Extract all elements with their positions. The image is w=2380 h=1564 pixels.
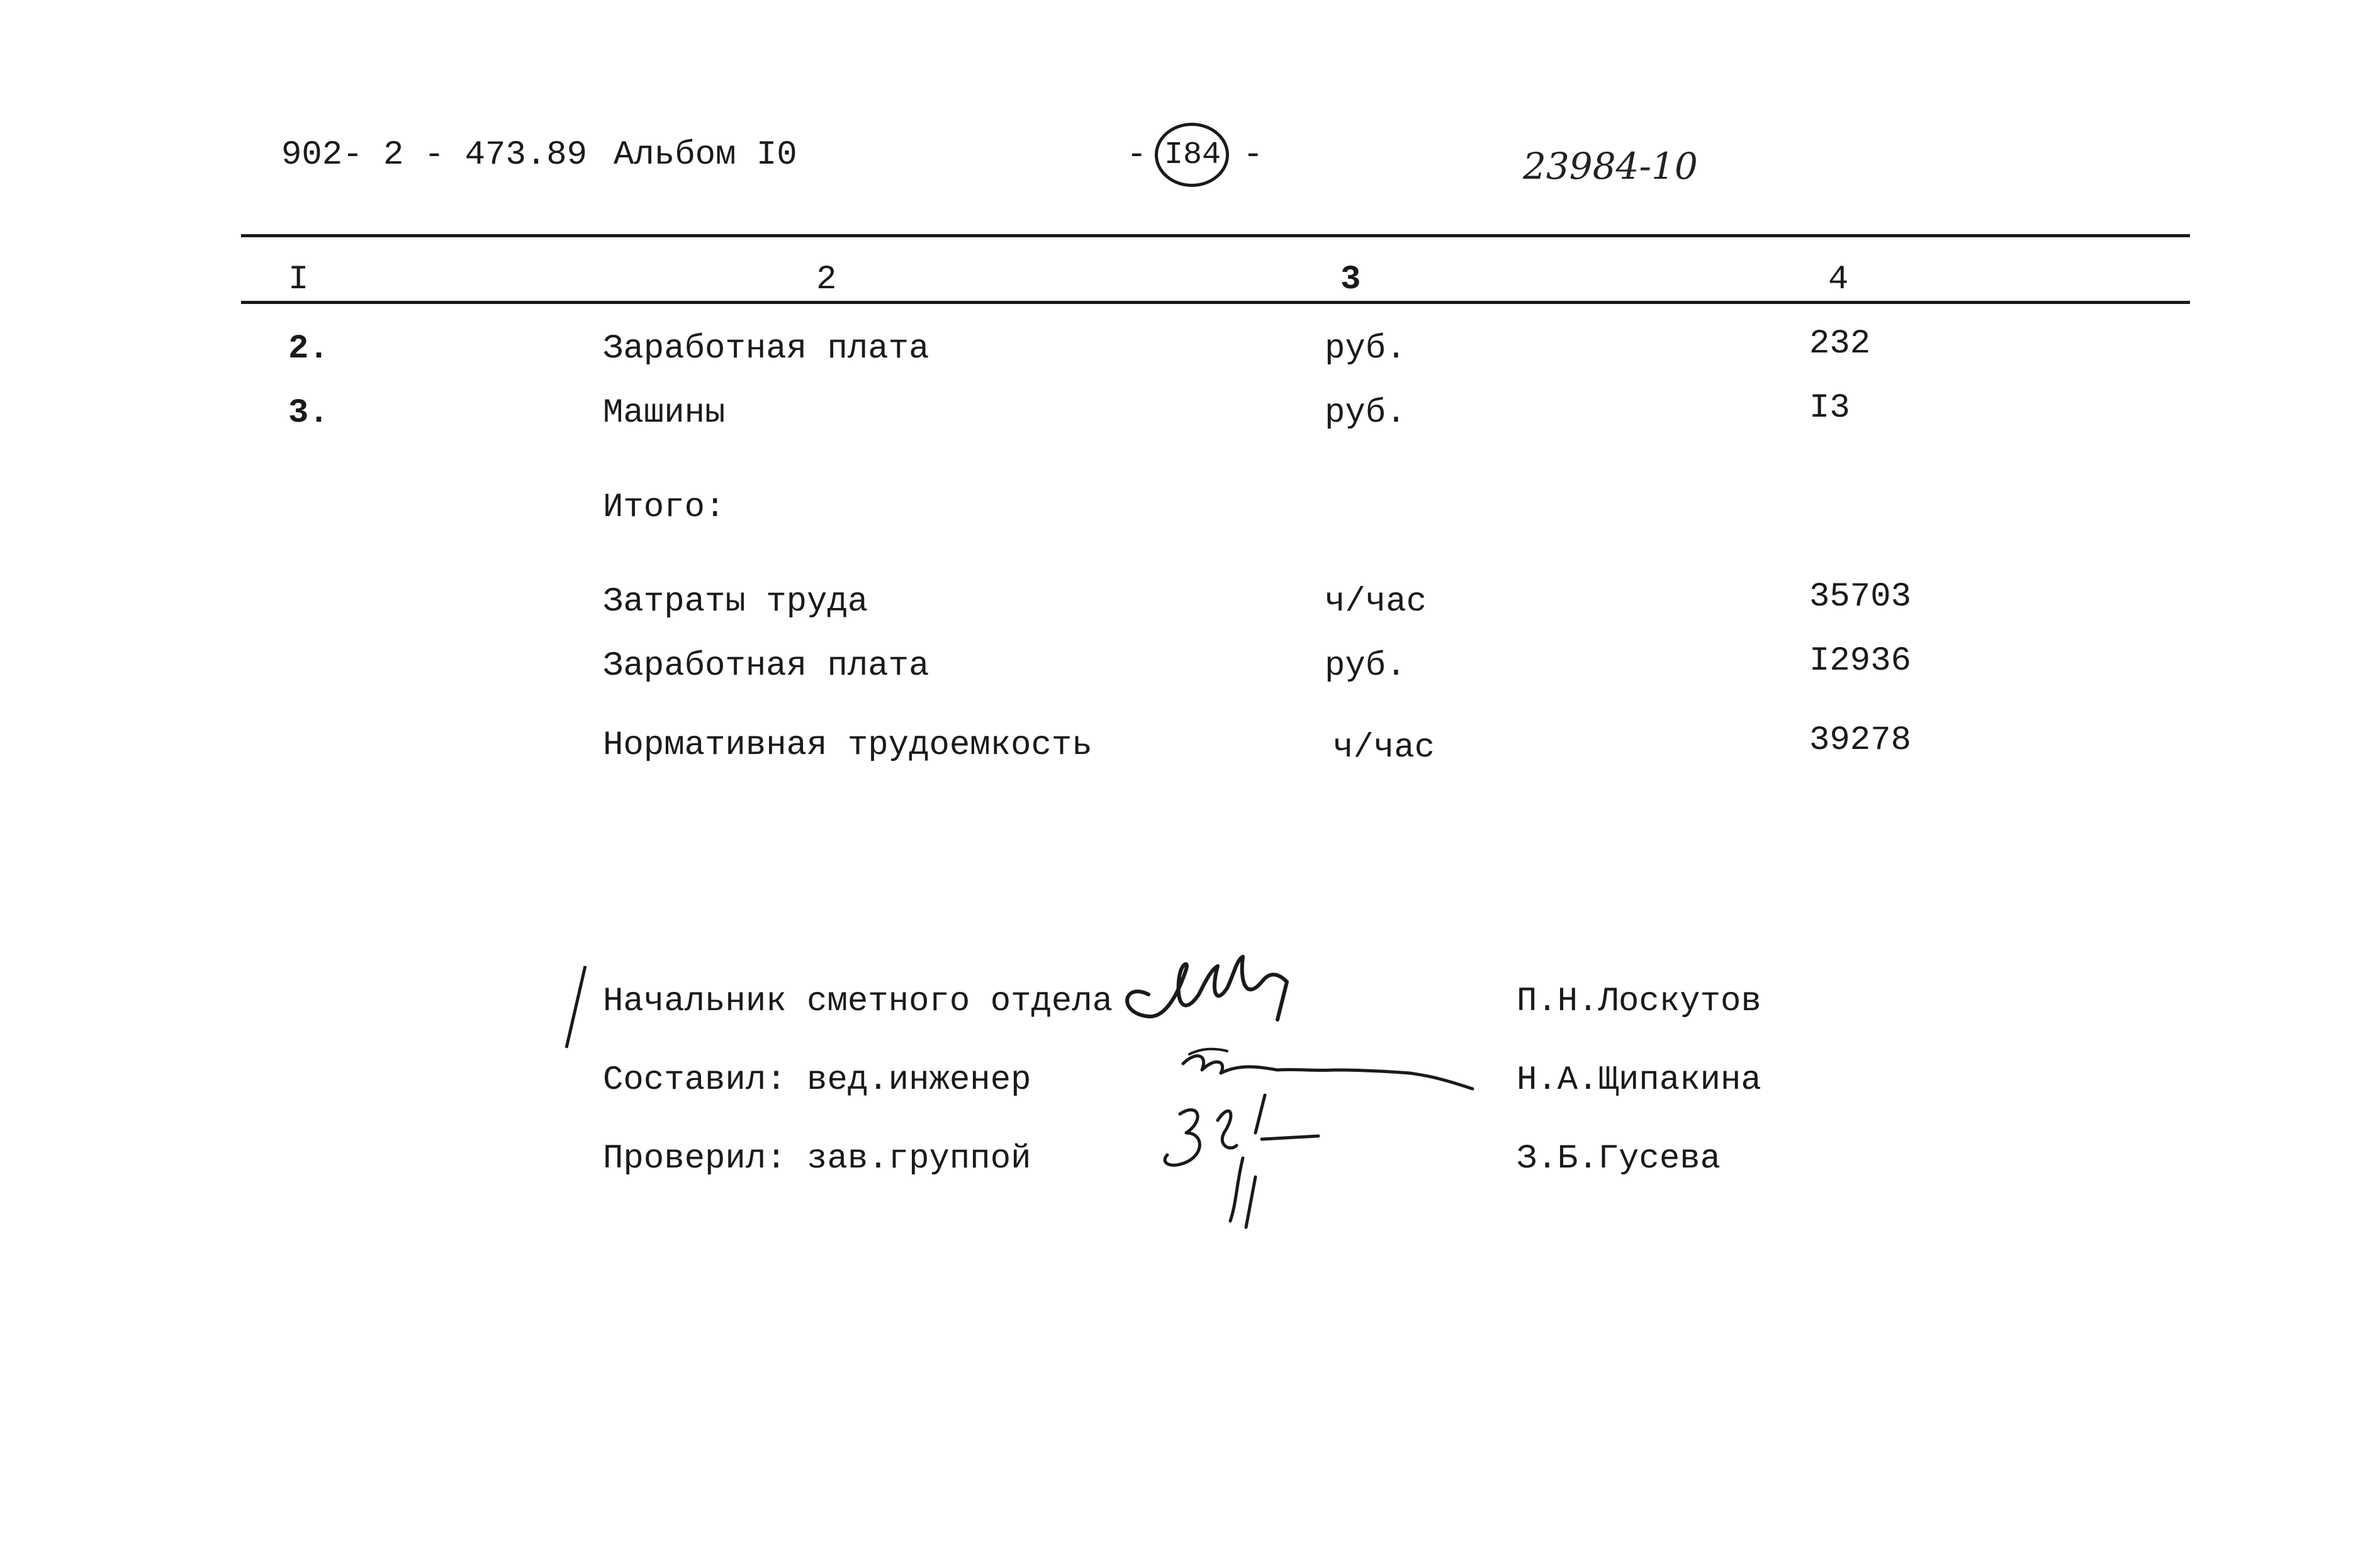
column-header-2: 2: [816, 261, 837, 299]
column-header-1: I: [288, 261, 309, 299]
subtotal-label: Итого:: [603, 488, 726, 527]
document-code: 902- 2 - 473.89: [281, 136, 588, 174]
table-row-name: Машины: [603, 394, 726, 432]
total-row-unit: руб.: [1325, 647, 1406, 685]
table-row-name: Заработная плата: [603, 330, 929, 368]
table-row-num: 3.: [288, 394, 329, 432]
total-row-value: 35703: [1809, 578, 1912, 616]
total-row-value: I2936: [1809, 642, 1912, 680]
total-row-name: Затраты труда: [603, 583, 868, 621]
total-row-name: Нормативная трудоемкость: [603, 726, 1092, 765]
signature-role: Проверил: зав.группой: [603, 1140, 1031, 1178]
table-row-value: 232: [1809, 325, 1871, 363]
table-row-value: I3: [1809, 389, 1850, 427]
total-row-value: 39278: [1809, 721, 1912, 760]
signature-role: Начальник сметного отдела: [603, 982, 1113, 1021]
page-number: I84: [1164, 137, 1221, 173]
page-dash-right: -: [1243, 136, 1264, 174]
table-row-unit: руб.: [1325, 394, 1406, 432]
total-row-unit: ч/час: [1333, 729, 1435, 767]
handwritten-reference: 23984-10: [1523, 145, 1698, 188]
signature-scribble-checker: [1142, 1083, 1331, 1234]
signature-scribble-head: [1111, 944, 1299, 1045]
signature-name: П.Н.Лоскутов: [1517, 982, 1761, 1021]
table-top-rule: [241, 234, 2190, 237]
total-row-unit: ч/час: [1325, 583, 1427, 621]
table-row-unit: руб.: [1325, 330, 1406, 368]
page-dash-left: -: [1126, 136, 1147, 174]
margin-slash-mark: [563, 963, 588, 1051]
total-row-name: Заработная плата: [603, 647, 929, 685]
signature-name: Н.А.Щипакина: [1517, 1061, 1761, 1100]
table-header-rule: [241, 301, 2190, 304]
signature-name: З.Б.Гусева: [1517, 1140, 1721, 1178]
table-row-num: 2.: [288, 330, 329, 368]
album-label: Альбом I0: [614, 136, 797, 174]
column-header-3: 3: [1340, 261, 1361, 299]
column-header-4: 4: [1828, 261, 1849, 299]
signature-role: Составил: вед.инженер: [603, 1061, 1031, 1100]
